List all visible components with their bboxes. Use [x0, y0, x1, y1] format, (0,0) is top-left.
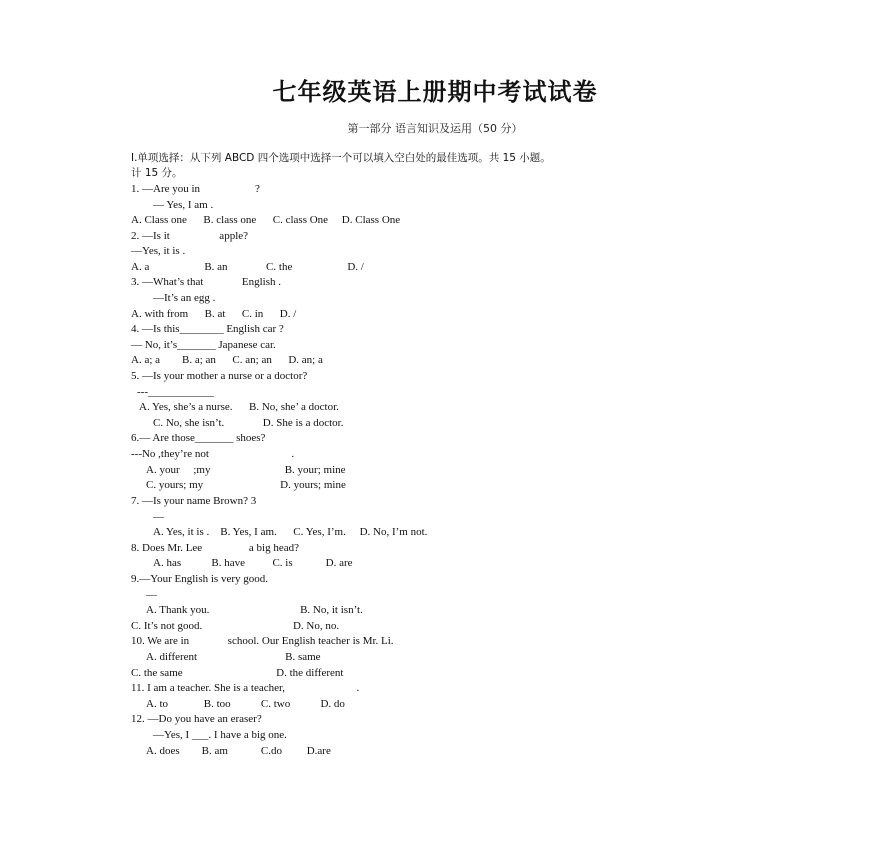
- question-12-stem: 12. —Do you have an eraser?: [131, 713, 262, 725]
- question-3-options: A. with from B. at C. in D. /: [131, 308, 297, 320]
- question-1-stem: 1. —Are you in ?: [131, 183, 260, 195]
- question-3-stem: 3. —What’s that English .: [131, 276, 282, 288]
- question-4-answer: — No, it’s_______ Japanese car.: [131, 339, 276, 351]
- question-10-options-2: C. the same D. the different: [131, 667, 344, 679]
- question-7-stem: 7. —Is your name Brown? 3: [131, 495, 257, 507]
- question-9-options-2: C. It’s not good. D. No, no.: [131, 620, 340, 632]
- question-6-options-2: C. yours; my D. yours; mine: [146, 479, 346, 491]
- question-7-answer: —: [153, 511, 164, 523]
- question-8-options: A. has B. have C. is D. are: [153, 557, 353, 569]
- question-9-answer: —: [146, 589, 157, 601]
- question-11-options: A. to B. too C. two D. do: [146, 698, 345, 710]
- instruction-line-1: I.单项选择：从下列 ABCD 四个选项中选择一个可以填入空白处的最佳选项。共 15 小题。: [131, 152, 551, 164]
- question-9-stem: 9.—Your English is very good.: [131, 573, 269, 585]
- page-title: 七年级英语上册期中考试试卷: [272, 77, 598, 106]
- question-8-stem: 8. Does Mr. Lee a big head?: [131, 542, 300, 554]
- question-10-options-1: A. different B. same: [146, 651, 321, 663]
- question-11-stem: 11. I am a teacher. She is a teacher, .: [131, 682, 360, 694]
- question-4-stem: 4. —Is this________ English car ?: [131, 323, 284, 335]
- question-2-answer: —Yes, it is .: [131, 245, 186, 257]
- question-4-options: A. a; a B. a; an C. an; an D. an; a: [131, 354, 323, 366]
- question-6-answer: ---No ,they’re not .: [131, 448, 295, 460]
- question-6-stem: 6.— Are those_______ shoes?: [131, 432, 266, 444]
- question-5-options-2: C. No, she isn’t. D. She is a doctor.: [153, 417, 344, 429]
- question-5-answer: ---____________: [137, 386, 214, 398]
- question-2-options: A. a B. an C. the D. /: [131, 261, 364, 273]
- question-2-stem: 2. —Is it apple?: [131, 230, 249, 242]
- question-5-options-1: A. Yes, she’s a nurse. B. No, she’ a doctor.: [139, 401, 339, 413]
- question-12-answer: —Yes, I ___. I have a big one.: [153, 729, 287, 741]
- question-5-stem: 5. —Is your mother a nurse or a doctor?: [131, 370, 308, 382]
- section-subtitle: 第一部分 语言知识及运用（50 分）: [347, 122, 523, 135]
- question-1-options: A. Class one B. class one C. class One D. Class One: [131, 214, 401, 226]
- question-12-options: A. does B. am C.do D.are: [146, 745, 331, 757]
- question-10-stem: 10. We are in school. Our English teacher is Mr. Li.: [131, 635, 394, 647]
- instruction-line-2: 计 15 分。: [131, 167, 183, 179]
- question-3-answer: —It’s an egg .: [153, 292, 216, 304]
- question-9-options-1: A. Thank you. B. No, it isn’t.: [146, 604, 363, 616]
- question-6-options-1: A. your ;my B. your; mine: [146, 464, 346, 476]
- question-1-answer: — Yes, I am .: [153, 199, 214, 211]
- question-7-options: A. Yes, it is . B. Yes, I am. C. Yes, I’m. D. No, I’m not.: [153, 526, 428, 538]
